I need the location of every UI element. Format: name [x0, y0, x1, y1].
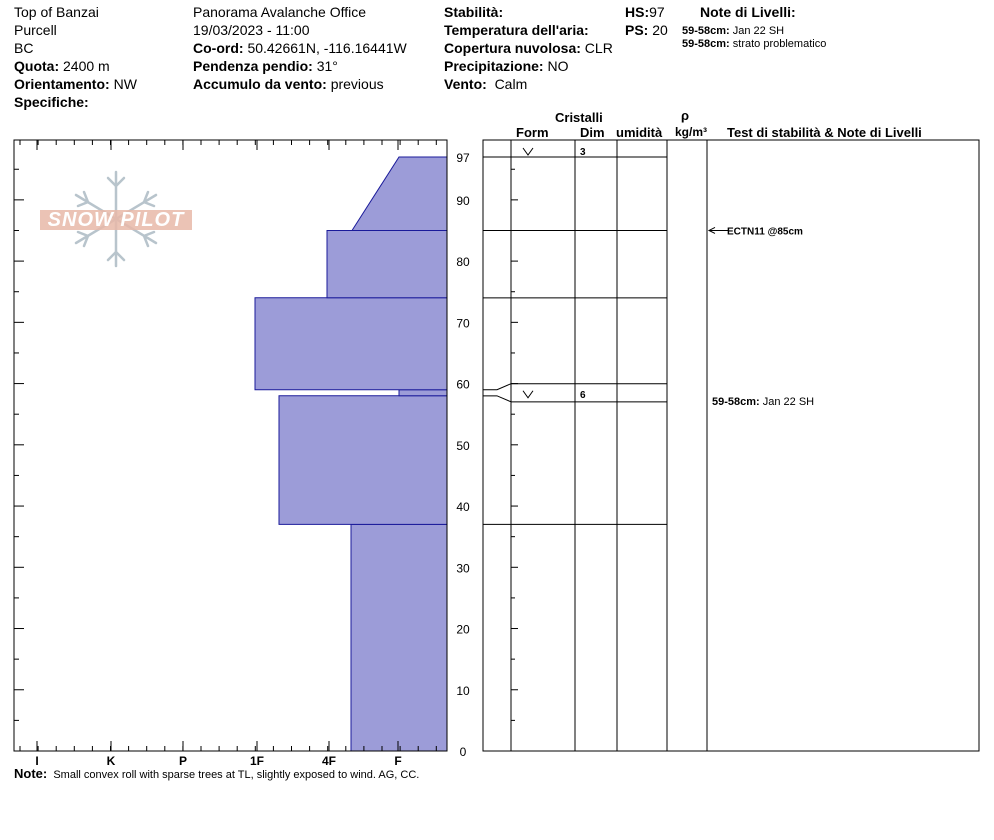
hardness-layer-85-97: [352, 157, 447, 231]
aspect-label: Orientamento:: [14, 76, 110, 92]
depth-label-20: 20: [456, 622, 470, 637]
footer-note-label: Note:: [14, 766, 48, 781]
footer-note: [14, 766, 419, 783]
depth-label-10: 10: [456, 683, 470, 698]
footer-note-text: Small convex roll with sparse trees at TL, slightly exposed to wind. AG, CC.: [53, 769, 420, 781]
depth-label-90: 90: [456, 193, 470, 208]
hardness-label-1f: 1F: [249, 754, 265, 768]
coords-value: 50.42661N, -116.16441W: [247, 40, 407, 56]
hardness-label-4f: 4F: [321, 754, 337, 768]
layer-note-1-range: 59-58cm:: [682, 25, 730, 37]
specifics-label: Specifiche:: [14, 94, 89, 110]
depth-label-30: 30: [456, 561, 470, 576]
region: BC: [14, 40, 34, 56]
location: Top of Banzai: [14, 4, 99, 20]
slope-value: 31°: [316, 58, 338, 74]
stability-label: Stabilità:: [444, 4, 504, 20]
depth-label-80: 80: [456, 255, 470, 270]
form-symbol-surface-hoar-icon: [523, 148, 533, 155]
hardness-layer-0-37: [351, 524, 447, 751]
dim-header: Dim: [580, 125, 605, 140]
datetime: 19/03/2023 - 11:00: [193, 22, 310, 38]
wind-loading-label: Accumulo da vento:: [193, 76, 327, 92]
layer-connector-59: [483, 384, 511, 390]
depth-label-0: 0: [459, 745, 467, 759]
crystals-header: Cristalli: [555, 110, 603, 125]
logo-text: SNOW PILOT: [47, 209, 185, 231]
stability-notes-header: Test di stabilità & Note di Livelli: [727, 125, 922, 140]
precip-value: NO: [547, 58, 569, 74]
humidity-header: umidità: [616, 125, 663, 140]
depth-label-50: 50: [456, 438, 470, 453]
hs-label: HS:: [625, 4, 650, 20]
elevation-label: Quota:: [14, 58, 60, 74]
density-unit-header: kg/m³: [675, 125, 708, 139]
precip-label: Precipitazione:: [444, 58, 544, 74]
elevation-value: 2400 m: [63, 58, 110, 74]
layer-note-1-text: Jan 22 SH: [732, 25, 785, 37]
grain-size-3: 6: [580, 389, 586, 401]
cloud-label: Copertura nuvolosa:: [444, 40, 581, 56]
depth-label-70: 70: [456, 316, 470, 331]
depth-label-40: 40: [456, 500, 470, 515]
ps-value: 20: [652, 22, 668, 38]
rho-header: ρ: [681, 108, 690, 123]
hardness-layer-59-74: [255, 298, 447, 390]
hardness-layer-37-58: [279, 396, 447, 525]
hardness-label-f: F: [394, 754, 402, 768]
coords-label: Co-ord:: [193, 40, 244, 56]
range: Purcell: [14, 22, 57, 38]
hs-value: 97: [649, 4, 665, 20]
layer-note-2-text: strato problematico: [732, 38, 827, 50]
wind-value: Calm: [494, 76, 528, 92]
layer-notes-title: Note di Livelli:: [700, 4, 796, 20]
hardness-label-i: I: [35, 754, 39, 768]
cloud-value: CLR: [584, 40, 613, 56]
form-symbol-surface-hoar-icon: [523, 391, 533, 398]
depth-label-97: 97: [456, 151, 470, 165]
layer-note-in-table: 59-58cm: Jan 22 SH: [712, 395, 815, 408]
hardness-layer-74-85: [327, 231, 447, 298]
hardness-label-k: K: [106, 754, 116, 768]
layer-connector-58: [483, 396, 511, 402]
layer-note-2-range: 59-58cm:: [682, 38, 730, 50]
hardness-label-p: P: [178, 754, 188, 768]
wind-label: Vento:: [444, 76, 487, 92]
wind-loading-value: previous: [330, 76, 384, 92]
air-temp-label: Temperatura dell'aria:: [444, 22, 589, 38]
organization: Panorama Avalanche Office: [193, 4, 367, 20]
aspect-value: NW: [113, 76, 137, 92]
slope-label: Pendenza pendio:: [193, 58, 313, 74]
grain-size-0: 3: [580, 147, 586, 158]
stability-test-0: ECTN11 @85cm: [727, 226, 803, 238]
depth-label-60: 60: [456, 377, 470, 392]
ps-label: PS:: [625, 22, 649, 38]
form-header: Form: [516, 125, 549, 140]
hardness-layer-58-59: [399, 390, 447, 396]
